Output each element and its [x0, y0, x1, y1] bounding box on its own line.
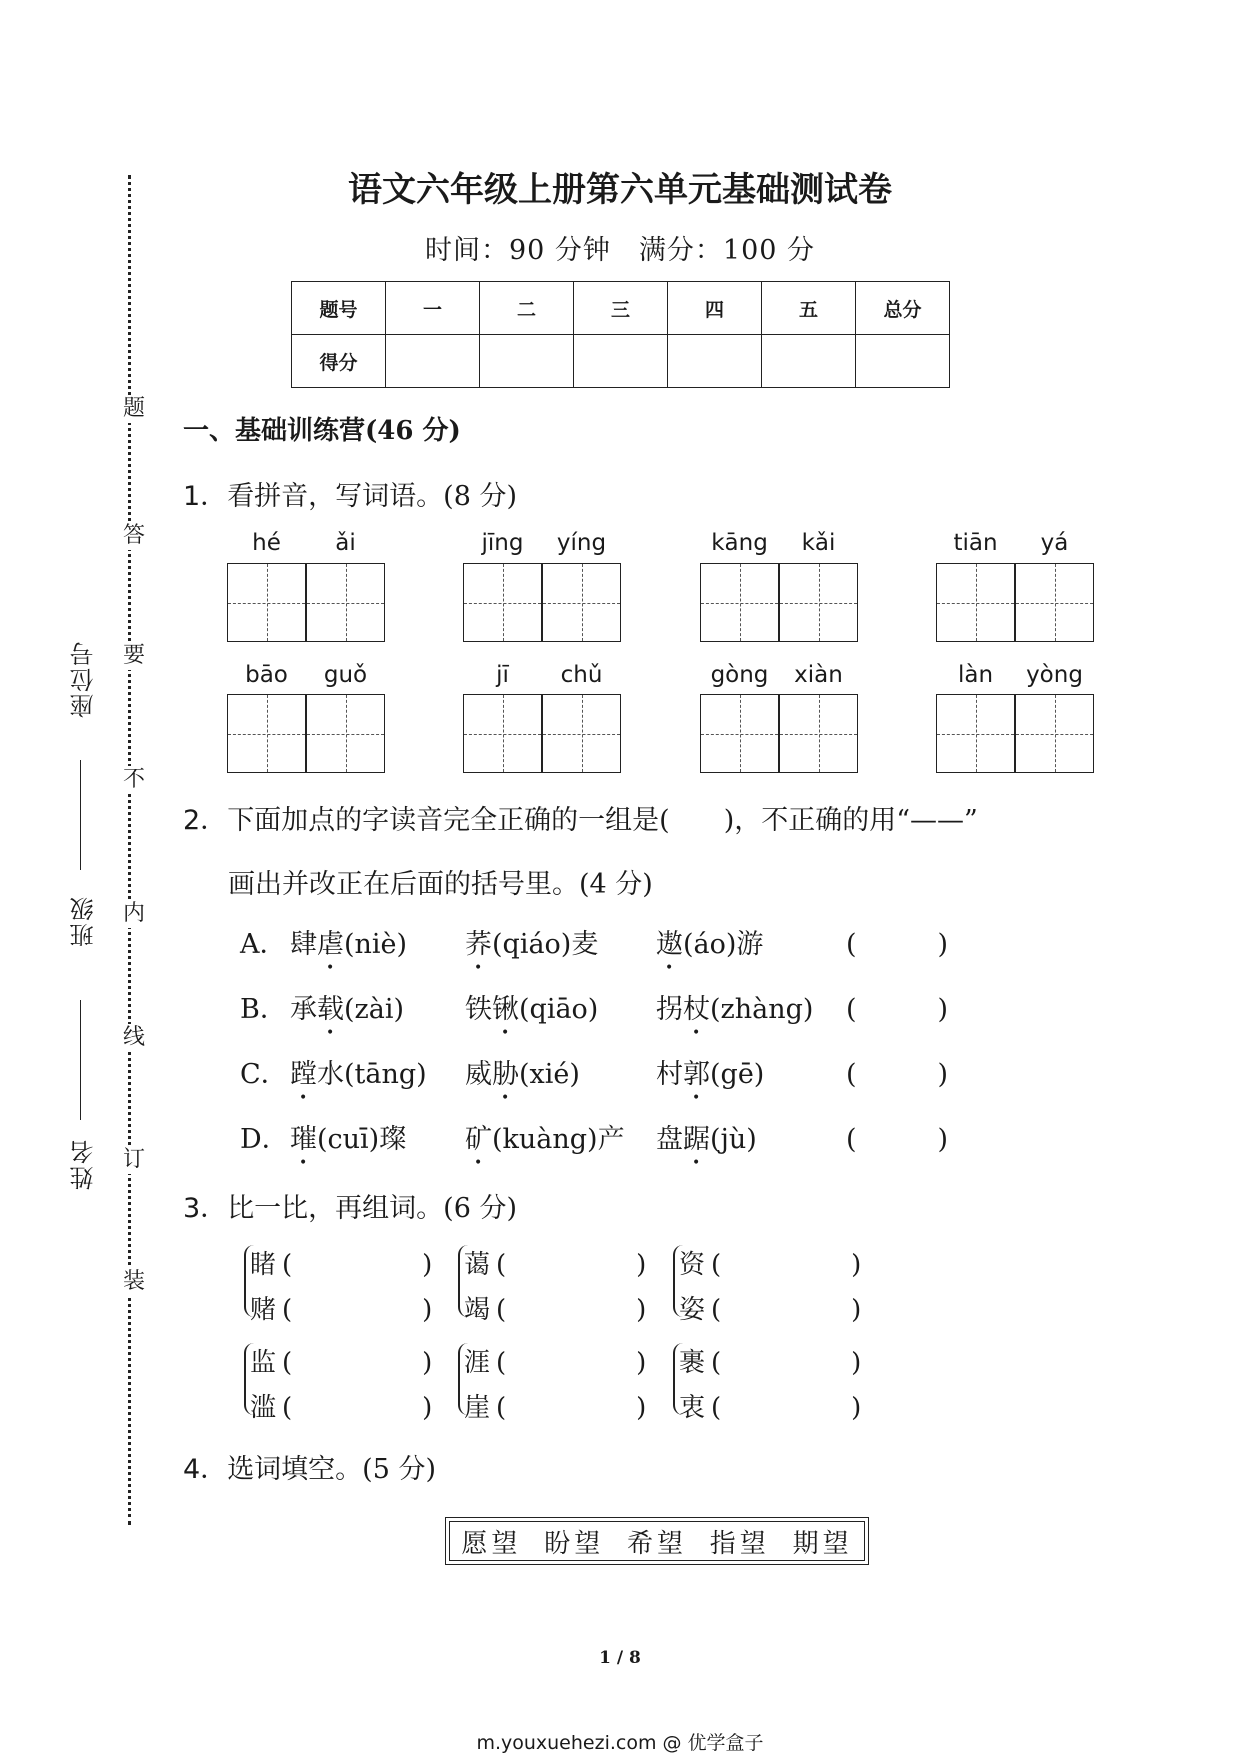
- exam-meta: 时间：90 分钟 满分：100 分: [424, 235, 816, 266]
- binding-char: 内: [122, 901, 145, 926]
- score-header-cell: 一: [386, 282, 480, 335]
- writing-box[interactable]: [227, 563, 306, 642]
- class-label: 班级: [70, 895, 98, 947]
- answer-paren[interactable]: ( ): [282, 1250, 433, 1280]
- writing-box[interactable]: [227, 694, 306, 773]
- pinyin: yíng: [556, 530, 607, 556]
- compare-char: 监: [250, 1348, 277, 1378]
- option-word: 盘踞(jù): [656, 1124, 757, 1155]
- class-blank[interactable]: [80, 1000, 81, 1120]
- option-word: 蹚水(tāng): [290, 1059, 427, 1090]
- writing-box[interactable]: [700, 563, 779, 642]
- pinyin: yòng: [1026, 662, 1083, 688]
- compare-char: 竭: [464, 1295, 491, 1325]
- score-header-cell: 题号: [292, 282, 386, 335]
- answer-paren[interactable]: ( ): [282, 1393, 433, 1423]
- writing-box[interactable]: [542, 563, 621, 642]
- compare-char: 赌: [250, 1295, 277, 1325]
- word-bank-item: 希望: [626, 1528, 687, 1559]
- question-1-prompt: [183, 474, 517, 513]
- word-bank-item: 盼望: [544, 1528, 605, 1559]
- option-label: B．: [240, 994, 287, 1025]
- answer-paren[interactable]: ( ): [496, 1348, 647, 1378]
- compare-char: 滥: [250, 1393, 277, 1423]
- answer-paren[interactable]: ( ): [711, 1250, 862, 1280]
- score-table-score-row: [292, 335, 950, 388]
- answer-paren[interactable]: ( ): [711, 1348, 862, 1378]
- answer-paren[interactable]: ( ): [496, 1393, 647, 1423]
- option-word: 矿(kuàng)产: [465, 1124, 625, 1155]
- writing-box[interactable]: [1015, 563, 1094, 642]
- compare-char: 裹: [679, 1348, 706, 1378]
- answer-paren[interactable]: ( ): [846, 1124, 949, 1155]
- option-word: 璀(cuī)璨: [290, 1124, 407, 1155]
- question-text: 选词填空。(5 分): [227, 1454, 437, 1485]
- compare-char: 涯: [464, 1348, 491, 1378]
- binding-char: 题: [122, 396, 145, 421]
- word-bank-item: 期望: [792, 1528, 853, 1559]
- writing-box[interactable]: [936, 694, 1015, 773]
- option-word: 遨(áo)游: [656, 929, 764, 960]
- page-title: 语文六年级上册第六单元基础测试卷: [348, 170, 892, 210]
- question-number: 2．: [183, 805, 228, 836]
- answer-paren[interactable]: ( ): [282, 1348, 433, 1378]
- pinyin: kǎi: [801, 530, 836, 556]
- answer-paren[interactable]: ( ): [496, 1250, 647, 1280]
- binding-char: 答: [122, 523, 145, 548]
- answer-paren[interactable]: ( ): [711, 1295, 862, 1325]
- compare-char: 资: [679, 1250, 706, 1280]
- writing-box[interactable]: [936, 563, 1015, 642]
- compare-char: 睹: [250, 1250, 277, 1280]
- score-header-cell: 五: [762, 282, 856, 335]
- binding-char: 要: [122, 643, 145, 668]
- word-bank: [445, 1517, 869, 1565]
- option-label: C．: [240, 1059, 288, 1090]
- compare-char: 姿: [679, 1295, 706, 1325]
- seat-number-blank[interactable]: [80, 760, 81, 870]
- pinyin: tiān: [953, 530, 998, 556]
- binding-char: 装: [122, 1269, 145, 1294]
- writing-box[interactable]: [306, 563, 385, 642]
- score-cell[interactable]: [762, 335, 856, 388]
- option-word: 威胁(xié): [465, 1059, 580, 1090]
- score-cell[interactable]: [574, 335, 668, 388]
- score-cell[interactable]: [480, 335, 574, 388]
- question-4-prompt: [183, 1447, 436, 1486]
- score-cell[interactable]: [668, 335, 762, 388]
- pinyin: xiàn: [794, 662, 843, 688]
- option-word: 拐杖(zhàng): [656, 994, 814, 1025]
- writing-box[interactable]: [700, 694, 779, 773]
- answer-paren[interactable]: ( ): [846, 929, 949, 960]
- question-2-prompt: [183, 798, 978, 837]
- question-3-prompt: [183, 1186, 517, 1225]
- pinyin: jī: [496, 662, 509, 688]
- pinyin: chǔ: [560, 662, 603, 688]
- writing-box[interactable]: [779, 694, 858, 773]
- score-table-header-row: [292, 282, 950, 335]
- option-word: 村郭(gē): [656, 1059, 765, 1090]
- question-number: 3．: [183, 1193, 228, 1224]
- writing-box[interactable]: [463, 694, 542, 773]
- writing-box[interactable]: [1015, 694, 1094, 773]
- pinyin: làn: [957, 662, 994, 688]
- score-header-cell: 四: [668, 282, 762, 335]
- footer-source: m.youxuehezi.com @ 优学盒子: [476, 1732, 764, 1754]
- compare-char: 蔼: [464, 1250, 491, 1280]
- question-text: 下面加点的字读音完全正确的一组是( )，不正确的用“——”: [227, 805, 978, 836]
- pinyin: bāo: [245, 662, 288, 688]
- pinyin: guǒ: [323, 662, 368, 688]
- answer-paren[interactable]: ( ): [846, 994, 949, 1025]
- writing-box[interactable]: [463, 563, 542, 642]
- question-text: 看拼音，写词语。(8 分): [227, 481, 518, 512]
- seat-number-label: 座位号: [70, 640, 98, 718]
- pinyin: yá: [1040, 530, 1069, 556]
- question-number: 4．: [183, 1454, 228, 1485]
- answer-paren[interactable]: ( ): [496, 1295, 647, 1325]
- compare-char: 崖: [464, 1393, 491, 1423]
- writing-box[interactable]: [306, 694, 385, 773]
- pinyin: ǎi: [335, 530, 356, 556]
- name-label: 姓名: [70, 1138, 98, 1190]
- word-bank-item: 指望: [709, 1528, 770, 1559]
- score-cell[interactable]: [856, 335, 950, 388]
- option-word: 肆虐(niè): [290, 929, 408, 960]
- question-2-prompt-cont: 画出并改正在后面的括号里。(4 分): [228, 869, 653, 900]
- answer-paren[interactable]: ( ): [711, 1393, 862, 1423]
- score-header-cell: 二: [480, 282, 574, 335]
- binding-char: 线: [122, 1025, 145, 1050]
- option-word: 荞(qiáo)麦: [465, 929, 599, 960]
- option-label: D．: [240, 1124, 289, 1155]
- option-label: A．: [240, 929, 287, 960]
- question-number: 1．: [183, 481, 228, 512]
- score-table: [291, 281, 950, 388]
- score-row-label: 得分: [292, 335, 386, 388]
- pinyin: hé: [252, 530, 281, 556]
- writing-box[interactable]: [542, 694, 621, 773]
- answer-paren[interactable]: ( ): [282, 1295, 433, 1325]
- writing-box[interactable]: [779, 563, 858, 642]
- answer-paren[interactable]: ( ): [846, 1059, 949, 1090]
- binding-dotted-line: [128, 175, 131, 1525]
- option-word: 铁锹(qiāo): [465, 994, 599, 1025]
- option-word: 承载(zài): [290, 994, 405, 1025]
- pinyin: kāng: [711, 530, 768, 556]
- section-heading: 一、基础训练营(46 分): [183, 416, 461, 446]
- compare-char: 衷: [679, 1393, 706, 1423]
- question-text: 比一比，再组词。(6 分): [227, 1193, 518, 1224]
- word-bank-item: 愿望: [461, 1528, 522, 1559]
- binding-char: 订: [122, 1147, 145, 1172]
- pinyin: jīng: [481, 530, 524, 556]
- score-header-cell: 三: [574, 282, 668, 335]
- page-number: 1 / 8: [599, 1648, 641, 1668]
- binding-char: 不: [122, 767, 145, 792]
- score-header-cell: 总分: [856, 282, 950, 335]
- pinyin: gòng: [710, 662, 769, 688]
- score-cell[interactable]: [386, 335, 480, 388]
